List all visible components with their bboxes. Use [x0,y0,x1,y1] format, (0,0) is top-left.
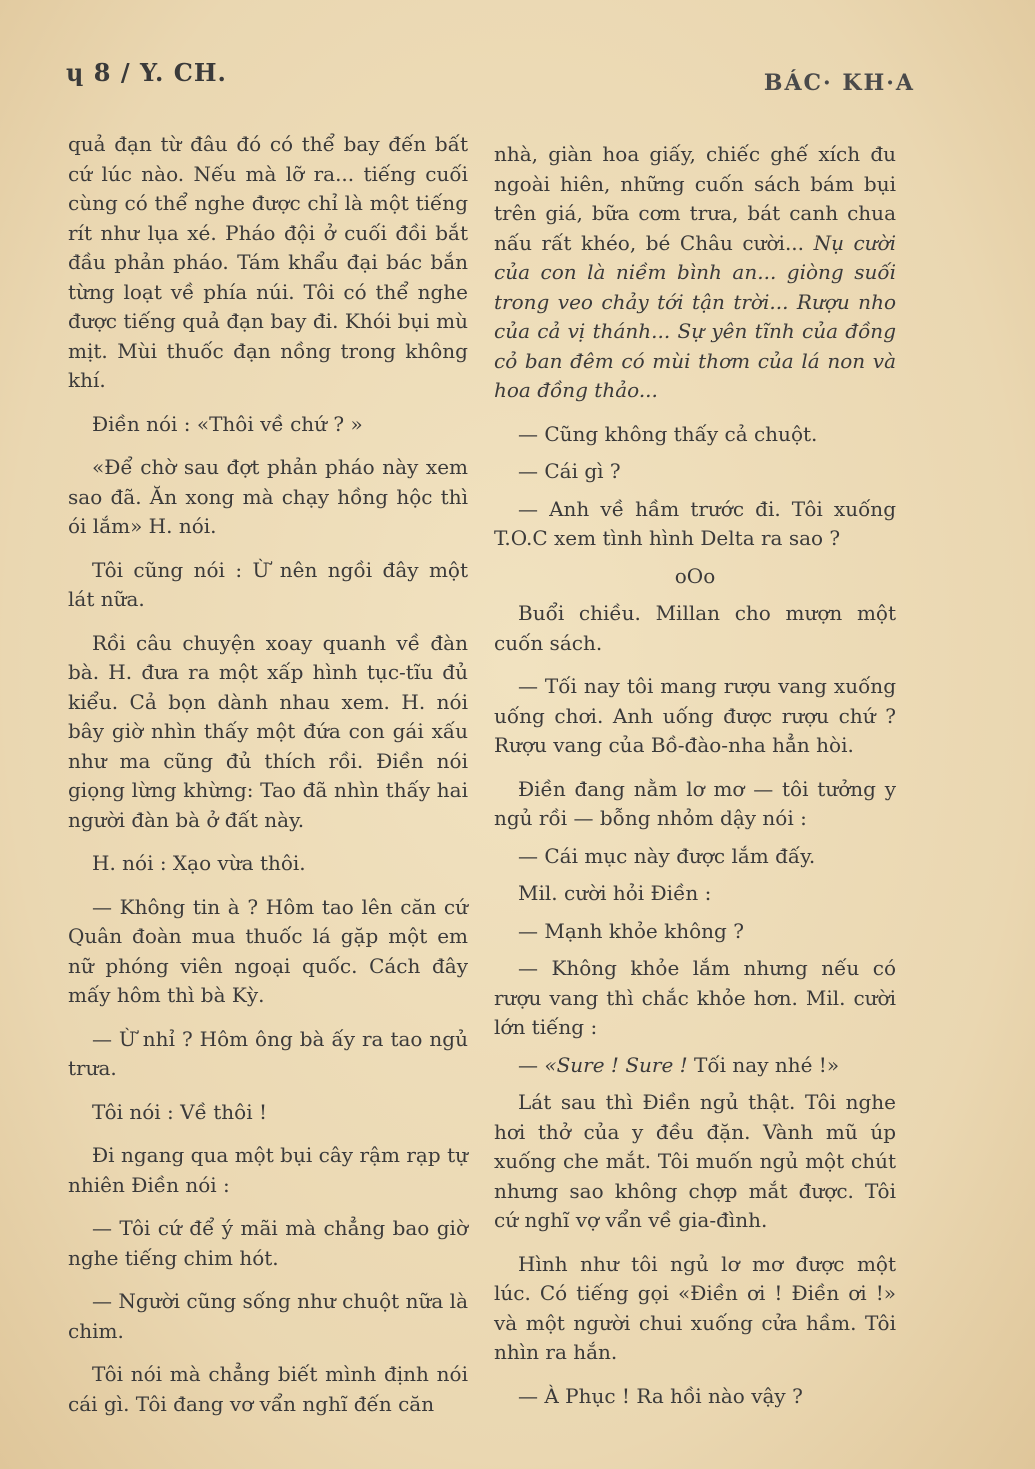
paragraph: Tôi nói mà chẳng biết mình định nói cái gì. Tôi đang vơ vẩn nghĩ đến căn [68,1362,468,1416]
right-column [494,140,896,1425]
paragraph: — Tôi cứ để ý mãi mà chẳng bao giờ nghe tiếng chim hót. [68,1216,468,1270]
paragraph: Rồi câu chuyện xoay quanh về đàn bà. H. đưa ra một xấp hình tục-tĩu đủ kiểu. Cả bọn dành nhau xem. H. nói bây giờ nhìn thấy một đứa con gái xấu như ma cũng đủ thích rồi. Điền nói giọng lừng khừng: Tao đã nhìn thấy hai người đàn bà ở đất này. [68,630,468,832]
paragraph: — Cái gì ? [518,459,621,483]
paragraph-text: nhà, giàn hoa giấy, chiếc ghế xích đu ngoài hiên, những cuốn sách bám bụi trên giá, bữa cơm trưa, bát canh chua nấu rất khéo, bé Châu cười... [494,142,896,255]
paragraph: Điền đang nằm lơ mơ — tôi tưởng y ngủ rồi — bỗng nhỏm dậy nói : [494,776,896,830]
paragraph: quả đạn từ đâu đó có thể bay đến bất cứ lúc nào. Nếu mà lỡ ra... tiếng cuối cùng có thể nghe được chỉ là một tiếng rít như lụa xé. Pháo đội ở cuối đồi bắt đầu phản pháo. Tám khẩu đại bác bắn từng loạt về phía núi. Tôi có thể nghe được tiếng quả đạn bay đi. Khói bụi mù mịt. Mùi thuốc đạn nồng trong không khí. [68,132,468,392]
paragraph [494,140,896,406]
paragraph: Tôi nói : Về thôi ! [92,1099,267,1124]
paragraph: — Ừ nhỉ ? Hôm ông bà ấy ra tao ngủ trưa. [68,1026,468,1080]
paragraph: Lát sau thì Điền ngủ thật. Tôi nghe hơi thở của y đều đặn. Vành mũ úp xuống che mắt. Tôi muốn ngủ một chút nhưng sao không chợp mắt được. Tôi cứ nghĩ vợ vẩn về gia-đình. [494,1090,896,1232]
magazine-title-header: BÁC· KH·A [763,70,915,96]
paragraph: — Không tin à ? Hôm tao lên căn cứ Quân đoàn mua thuốc lá gặp một em nữ phóng viên ngoại quốc. Cách đây mấy hôm thì bà Kỳ. [68,894,468,1007]
paragraph: Mil. cười hỏi Điền : [518,881,712,905]
left-column [68,130,468,1433]
paragraph: — Cái mục này được lắm đấy. [518,843,816,868]
paragraph: Tôi cũng nói : Ừ nên ngồi đây một lát nữa. [68,557,468,611]
paragraph: H. nói : Xạo vừa thôi. [92,851,306,875]
paragraph: — À Phục ! Ra hồi nào vậy ? [518,1383,803,1408]
paragraph: «Để chờ sau đợt phản pháo này xem sao đã. Ăn xong mà chạy hồng hộc thì ói lắm» H. nói. [68,455,468,538]
paragraph: — Người cũng sống như chuột nữa là chim. [68,1289,468,1343]
paragraph: — Cũng không thấy cả chuột. [518,421,818,446]
paragraph-text: Tối nay nhé !» [687,1052,840,1077]
paragraph: — Tối nay tôi mang rượu vang xuống uống chơi. Anh uống được rượu chứ ? Rượu vang của Bồ-đào-nha hẳn hòi. [494,674,896,757]
italic-quote: «Sure ! Sure ! [544,1052,688,1077]
paragraph: — Anh về hầm trước đi. Tôi xuống T.O.C xem tình hình Delta ra sao ? [494,496,896,550]
paragraph: — Mạnh khỏe không ? [518,918,744,943]
paragraph: Đi ngang qua một bụi cây rậm rạp tự nhiên Điền nói : [68,1143,468,1197]
italic-reverie: Nụ cười của con là niềm bình an... giòng suối trong veo chảy tới tận trời... Rượu nho của cả vị thánh... Sự yên tĩnh của đồng cỏ ban đêm có mùi thơm của lá non và hoa đồng thảo... [494,230,897,402]
paragraph: Buổi chiều. Millan cho mượn một cuốn sách. [494,601,896,655]
section-separator: oOo [674,563,716,588]
paragraph: Điền nói : «Thôi về chứ ? » [92,411,363,436]
paragraph: Hình như tôi ngủ lơ mơ được một lúc. Có tiếng gọi «Điền ơi ! Điền ơi !» và một người chui xuống cửa hầm. Tôi nhìn ra hắn. [494,1251,896,1364]
page-number-header: ɥ 8 / Y. CH. [66,58,227,87]
paragraph: — Không khỏe lắm nhưng nếu có rượu vang thì chắc khỏe hơn. Mil. cười lớn tiếng : [494,956,896,1039]
paragraph-text: — [518,1052,545,1077]
paragraph [494,1051,896,1081]
